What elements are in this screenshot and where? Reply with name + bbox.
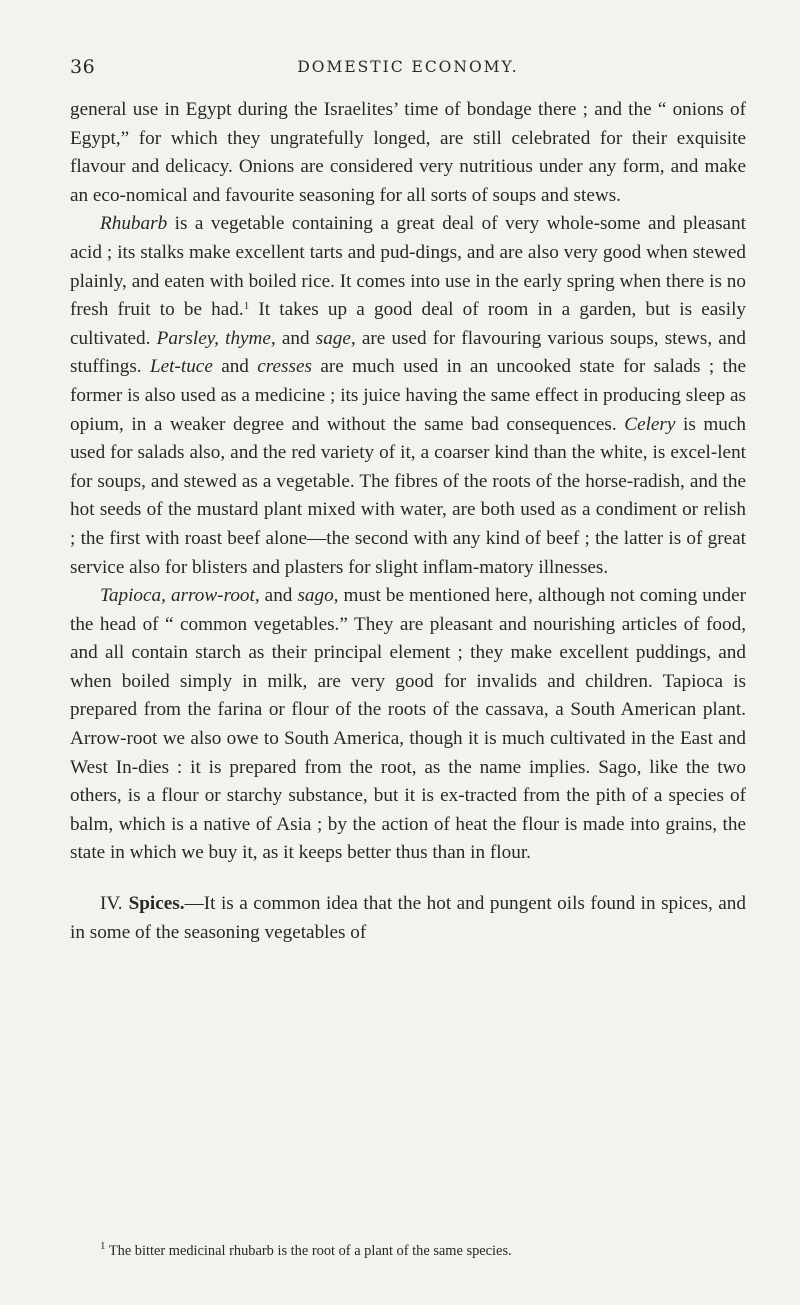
term-sago: sago, — [297, 585, 339, 607]
paragraph-rhubarb-text-g: is much used for salads also, and the red variety of it, a coarser kind than the white, is excel-lent for soups, and stewed as a vegetable. The fibres of the roots of the horse-radish, and the hot seeds of the mustard plant mixed with water, are both used as a condiment or relish ; the first with roast beef alone—the second with any kind of beef ; the latter is of great service also for blisters and plasters for slight inflam-matory illnesses. — [70, 413, 746, 578]
section-spices — [70, 890, 746, 947]
paragraph-onions-text: general use in Egypt during the Israelites’ time of bondage there ; and the “ onions of Egypt,” for which they ungratefully longed, are still celebrated for their exquisite flavour and delicacy. Onions are considered very nutritious under any form, and make an eco-nomical and favourite seasoning for all sorts of soups and stews. — [70, 99, 746, 206]
paragraph-rhubarb — [70, 210, 746, 582]
term-celery: Celery — [624, 413, 676, 435]
term-cresses: cresses — [257, 356, 312, 378]
page-number: 36 — [70, 56, 96, 78]
footnote-text: The bitter medicinal rhubarb is the root of a plant of the same species. — [105, 1243, 512, 1259]
footnote-marker: 1 — [100, 1240, 106, 1252]
book-page — [70, 0, 746, 1305]
paragraph-rhubarb-text-e: and — [212, 356, 258, 378]
footnote-reference: 1 — [243, 300, 250, 313]
paragraph-tapioca-text-a: and — [259, 585, 298, 607]
term-tapioca-arrowroot: Tapioca, arrow-root, — [100, 585, 260, 607]
paragraph-tapioca — [70, 582, 746, 868]
paragraph-rhubarb-text-d: are used for flavouring various soups, stews, and stuffings. — [70, 327, 746, 378]
paragraph-rhubarb-text-b: It takes up a good deal of room in a garden, but is easily cultivated. — [70, 299, 746, 349]
term-lettuce: Let-tuce — [149, 356, 213, 378]
body-text — [70, 96, 746, 947]
footnote — [70, 1241, 746, 1261]
term-rhubarb: Rhubarb — [100, 213, 168, 235]
term-sage: sage, — [315, 327, 356, 349]
section-spices-text: —It is a common idea that the hot and pungent oils found in spices, and in some of the seasoning vegetables of — [70, 893, 746, 943]
paragraph-rhubarb-text-c: and — [275, 327, 316, 349]
paragraph-rhubarb-text-f: are much used in an uncooked state for salads ; the former is also used as a medicine ; its juice having the same effect in producing sleep as opium, in a weaker degree and without the same bad consequences. — [70, 356, 746, 435]
page-header — [70, 56, 746, 80]
section-number: IV. — [100, 893, 123, 915]
paragraph-rhubarb-text-a: is a vegetable containing a great deal of very whole-some and pleasant acid ; its stalks make excellent tarts and pud-dings, and are also very good when stewed plainly, and eaten with boiled rice. It comes into use in the early spring when there is no fresh fruit to be had. — [70, 213, 746, 321]
paragraph-tapioca-text-b: must be mentioned here, although not coming under the head of “ common vegetables.” They are pleasant and nourishing articles of food, and all contain starch as their principal element ; they make excellent puddings, and when boiled simply in milk, are very good for invalids and children. Tapioca is prepared from the farina or flour of the roots of the cassava, a South American plant. Arrow-root we also owe to South America, though it is much cultivated in the East and West In-dies : it is prepared from the root, as the name implies. Sago, like the two others, is a flour or starchy substance, but it is ex-tracted from the pith of a species of balm, which is a native of Asia ; by the action of heat the flour is made into grains, the state in which we buy it, as it keeps better thus than in flour. — [70, 585, 746, 864]
paragraph-onions — [70, 96, 746, 210]
running-head: DOMESTIC ECONOMY. — [297, 58, 519, 76]
section-title: Spices. — [128, 893, 185, 915]
term-parsley-thyme: Parsley, thyme, — [156, 327, 276, 349]
